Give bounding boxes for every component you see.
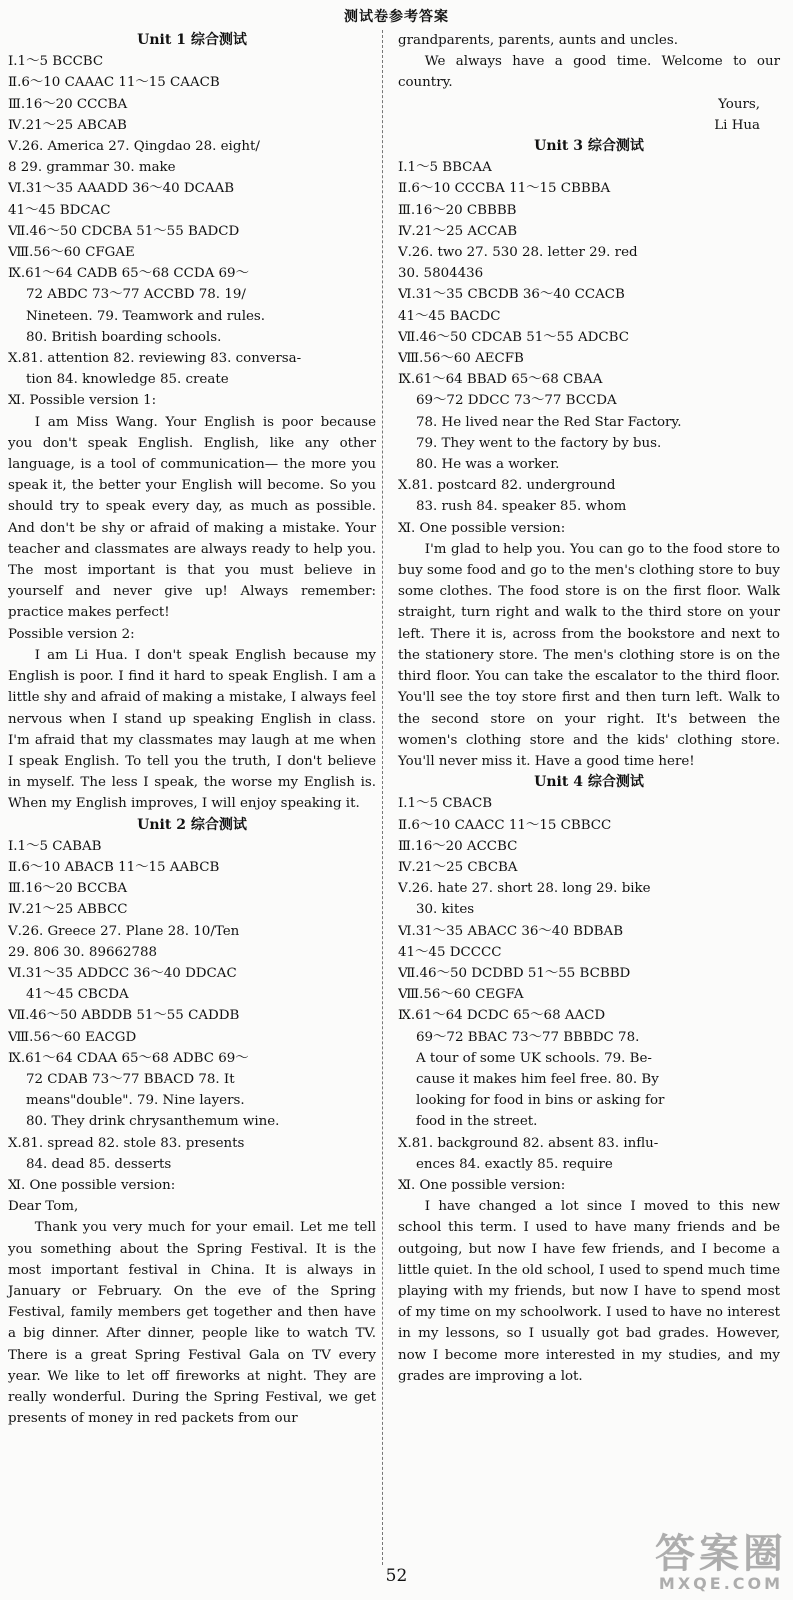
- page-number: 52: [385, 1566, 408, 1586]
- answer-line: 83. rush 84. speaker 85. whom: [416, 499, 627, 515]
- letter-greeting: Dear Tom,: [8, 1199, 79, 1215]
- answer-line: Ⅺ. One possible version:: [398, 1177, 566, 1193]
- answer-line: Ⅵ.31～35 ABACC 36～40 BDBAB: [398, 923, 624, 939]
- answer-line: Ⅷ.56～60 CEGFA: [398, 987, 524, 1003]
- answer-line: Ⅴ.26. hate 27. short 28. long 29. bike: [398, 881, 651, 897]
- answer-line: looking for food in bins or asking for: [416, 1093, 665, 1109]
- answer-line: 78. He lived near the Red Star Factory.: [416, 414, 682, 430]
- unit4-answers: [398, 793, 780, 1196]
- answer-line: Ⅶ.46～50 DCDBD 51～55 BCBBD: [398, 965, 631, 981]
- unit2-letter-body: Thank you very much for your email. Let me tell you something about the Spring Festival. It is the most important festival in China. It is always in January or February. On the eve of the Spring Festival, family members get together and then have a big dinner. After dinner, people like to watch TV. There is a great Spring Festival Gala on TV every year. We like to let off fireworks at night. They are really wonderful. During the Spring Festival, we get presents of money in red packets from our: [8, 1220, 376, 1427]
- answer-line: 80. British boarding schools.: [26, 329, 222, 345]
- answer-line: A tour of some UK schools. 79. Be-: [416, 1050, 652, 1066]
- answer-line: 80. He was a worker.: [416, 457, 560, 473]
- answer-line: Ⅴ.26. two 27. 530 28. letter 29. red: [398, 245, 638, 261]
- answer-line: Ⅴ.26. Greece 27. Plane 28. 10/Ten: [8, 923, 240, 939]
- answer-line: Ⅶ.46～50 CDCAB 51～55 ADCBC: [398, 329, 629, 345]
- answer-line: Ⅳ.21～25 ACCAB: [398, 223, 518, 239]
- column-divider: [382, 30, 383, 1565]
- unit3-title: Unit 3 综合测试: [534, 138, 644, 155]
- unit2-title: Unit 2 综合测试: [137, 816, 247, 833]
- answer-line: Ⅰ.1～5 BBCAA: [398, 160, 492, 176]
- answer-line: 69～72 BBAC 73～77 BBBDC 78.: [416, 1029, 640, 1045]
- answer-line: Ⅷ.56～60 EACGD: [8, 1029, 137, 1045]
- letter-sign-yours: Yours,: [718, 96, 760, 112]
- answer-line: 41～45 BACDC: [398, 308, 501, 324]
- answer-line: 41～45 CBCDA: [26, 987, 129, 1003]
- answer-line: 30. kites: [416, 902, 475, 918]
- letter-close: We always have a good time. Welcome to our country.: [398, 54, 780, 91]
- answer-line: Ⅵ.31～35 ADDCC 36～40 DDCAC: [8, 965, 237, 981]
- unit1-essay-1: I am Miss Wang. Your English is poor because you don't speak English. English, like any other language, is a tool of communication— the more you speak it, the better your English will become. So you should try to speak every day, as much as possible. And don't be shy or afraid of making a mistake. Your teacher and classmates are always ready to help you. The most important is that you must believe in yourself and never give up! Always remember: practice makes perfect!: [8, 414, 376, 621]
- answer-line: Ⅱ.6～10 CAACC 11～15 CBBCC: [398, 817, 612, 833]
- answer-line: 69～72 DDCC 73～77 BCCDA: [416, 393, 617, 409]
- answer-line: Ⅹ.81. attention 82. reviewing 83. conversa-: [8, 351, 302, 367]
- answer-line: Ⅲ.16～20 CCCBA: [8, 96, 128, 112]
- watermark-text: 答案圈: [655, 1531, 787, 1577]
- answer-line: Ⅳ.21～25 ABCAB: [8, 117, 127, 133]
- answer-line: Ⅷ.56～60 AECFB: [398, 351, 524, 367]
- answer-line: Ⅰ.1～5 CBACB: [398, 796, 493, 812]
- right-column: [398, 30, 780, 1387]
- answer-line: Ⅲ.16～20 ACCBC: [398, 838, 518, 854]
- answer-line: Ⅸ.61～64 CADB 65～68 CCDA 69～: [8, 266, 249, 282]
- answer-line: Ⅷ.56～60 CFGAE: [8, 245, 135, 261]
- answer-line: Ⅰ.1～5 BCCBC: [8, 54, 104, 70]
- answer-line: 79. They went to the factory by bus.: [416, 435, 662, 451]
- answer-line: 84. dead 85. desserts: [26, 1156, 172, 1172]
- answer-line: Ⅶ.46～50 ABDDB 51～55 CADDB: [8, 1008, 240, 1024]
- answer-line: Ⅺ. One possible version:: [398, 520, 566, 536]
- answer-line: Ⅲ.16～20 BCCBA: [8, 881, 127, 897]
- page-header: 测试卷参考答案: [344, 9, 449, 25]
- answer-line: Ⅹ.81. spread 82. stole 83. presents: [8, 1135, 245, 1151]
- answer-line: 72 ABDC 73～77 ACCBD 78. 19/: [26, 287, 246, 303]
- unit4-title: Unit 4 综合测试: [534, 774, 644, 791]
- answer-line: ences 84. exactly 85. require: [416, 1156, 613, 1172]
- answer-line: 80. They drink chrysanthemum wine.: [26, 1114, 280, 1130]
- letter-sign-name: Li Hua: [714, 117, 760, 133]
- left-column: [8, 30, 376, 1429]
- watermark-domain: MXQE.COM: [658, 1574, 784, 1593]
- answer-line: 41～45 BDCAC: [8, 202, 111, 218]
- answer-line: Ⅸ.61～64 BBAD 65～68 CBAA: [398, 372, 603, 388]
- answer-line: 41～45 DCCCC: [398, 944, 502, 960]
- answer-line: Ⅹ.81. postcard 82. underground: [398, 478, 616, 494]
- answer-line: Ⅺ. One possible version:: [8, 1177, 176, 1193]
- unit3-essay: I'm glad to help you. You can go to the food store to buy some food and go to the men's clothing store to buy some clothes. The food store is on the first floor. Walk straight, turn right and walk to the third store on your left. There it is, across from the bookstore and next to the stationery store. The men's clothing store is on the third floor. You can take the escalator to the third floor. You'll see the toy store first and then turn left. Walk to the second store on your right. It's between the women's clothing store and the kids' clothing store. You'll never miss it. Have a good time here!: [398, 541, 780, 769]
- answer-line: Ⅳ.21～25 CBCBA: [398, 859, 518, 875]
- answer-line: Ⅹ.81. background 82. absent 83. influ-: [398, 1135, 659, 1151]
- answer-line: 30. 5804436: [398, 266, 484, 282]
- unit1-title: Unit 1 综合测试: [137, 32, 247, 48]
- answer-line: Ⅸ.61～64 CDAA 65～68 ADBC 69～: [8, 1050, 249, 1066]
- answer-line: Ⅱ.6～10 CCCBA 11～15 CBBBA: [398, 181, 611, 197]
- unit1-version2-label: Possible version 2:: [8, 626, 135, 642]
- answer-line: 72 CDAB 73～77 BBACD 78. It: [26, 1071, 235, 1087]
- unit2-answers: [8, 836, 376, 1218]
- answer-line: food in the street.: [416, 1114, 538, 1130]
- unit1-answers: [8, 51, 376, 411]
- answer-line: means"double". 79. Nine layers.: [26, 1093, 245, 1109]
- answer-line: Ⅵ.31～35 AAADD 36～40 DCAAB: [8, 181, 235, 197]
- answer-line: Ⅵ.31～35 CBCDB 36～40 CCACB: [398, 287, 625, 303]
- answer-line: Ⅱ.6～10 ABACB 11～15 AABCB: [8, 859, 220, 875]
- answer-line: cause it makes him feel free. 80. By: [416, 1071, 659, 1087]
- answer-line: Ⅲ.16～20 CBBBB: [398, 202, 517, 218]
- letter-continued: grandparents, parents, aunts and uncles.: [398, 33, 678, 48]
- unit3-answers: [398, 157, 780, 539]
- answer-line: 8 29. grammar 30. make: [8, 160, 176, 176]
- unit4-essay: I have changed a lot since I moved to this new school this term. I used to have many friends and be outgoing, but now I have few friends, and I become a little quiet. In the old school, I used to spend much time playing with my friends, but now I have to spend most of my time on my schoolwork. I used to have no interest in my lessons, so I usually got bad grades. However, now I become more interested in my studies, and my grades are improving a lot.: [398, 1199, 780, 1384]
- answer-line: Ⅸ.61～64 DCDC 65～68 AACD: [398, 1008, 606, 1024]
- answer-line: Ⅳ.21～25 ABBCC: [8, 902, 128, 918]
- answer-line: Nineteen. 79. Teamwork and rules.: [26, 308, 266, 324]
- answer-line: Ⅰ.1～5 CABAB: [8, 838, 102, 854]
- watermark-logo: [655, 1531, 787, 1593]
- answer-line: tion 84. knowledge 85. create: [26, 372, 229, 388]
- answer-line: Ⅶ.46～50 CDCBA 51～55 BADCD: [8, 223, 240, 239]
- answer-line: Ⅴ.26. America 27. Qingdao 28. eight/: [8, 139, 260, 155]
- answer-line: Ⅺ. Possible version 1:: [8, 393, 157, 409]
- answer-line: 29. 806 30. 89662788: [8, 944, 158, 960]
- answer-line: Ⅱ.6～10 CAAAC 11～15 CAACB: [8, 75, 220, 91]
- unit1-essay-2: I am Li Hua. I don't speak English because my English is poor. I find it hard to speak English. I am a little shy and afraid of making a mistake, I always feel nervous when I stand up speaking English in class. I'm afraid that my classmates may laugh at me when I speak English. To tell you the truth, I don't believe in myself. The less I speak, the worse my English is. When my English improves, I will enjoy speaking it.: [8, 647, 376, 812]
